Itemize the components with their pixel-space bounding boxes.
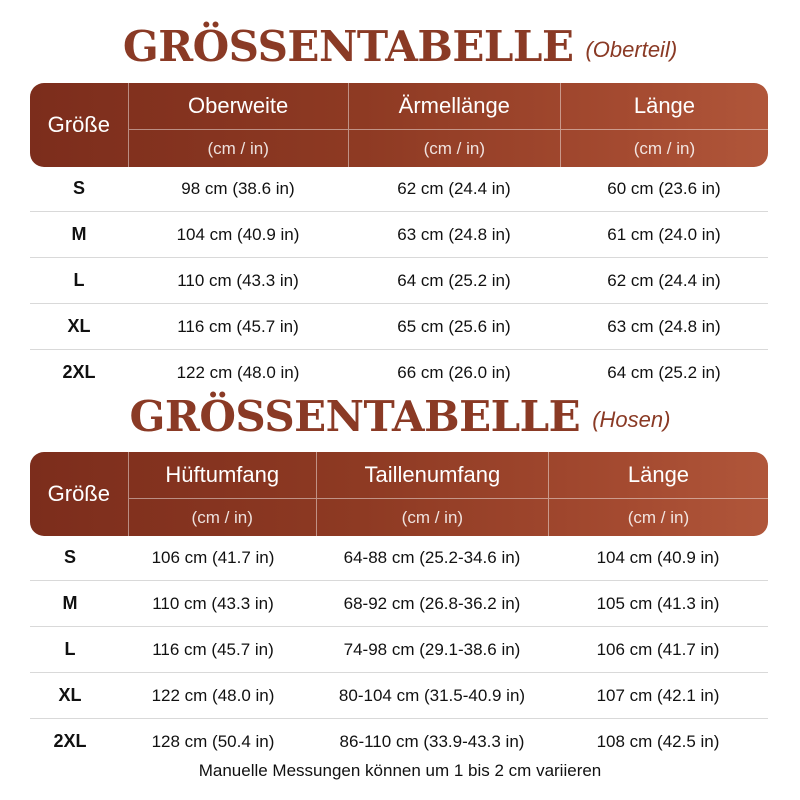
table-cell: 63 cm (24.8 in) [397,224,511,244]
table-cell: 74-98 cm (29.1-38.6 in) [343,639,521,659]
pants-table-header [30,452,768,536]
size-cell: XL [58,685,82,705]
table-cell: 86-110 cm (33.9-43.3 in) [339,731,525,751]
table-cell: 106 cm (41.7 in) [151,547,275,567]
size-column-header: Größe [30,83,129,167]
chart-subtitle-text: (Oberteil) [585,37,678,62]
table-row [30,212,768,258]
size-cell: S [72,178,85,198]
measurement-note: Manuelle Messungen können um 1 bis 2 cm variieren [198,761,602,780]
pants-table-body [30,535,768,764]
table-row [30,535,768,581]
column-header-sleeve [349,83,561,167]
table-cell: 105 cm (41.3 in) [596,593,720,613]
table-cell: 116 cm (45.7 in) [177,316,299,336]
table-cell: 116 cm (45.7 in) [152,639,274,659]
size-cell: 2XL [53,731,87,751]
table-cell: 64-88 cm (25.2-34.6 in) [343,547,521,567]
size-column-header: Größe [30,452,129,536]
table-cell: 80-104 cm (31.5-40.9 in) [338,685,526,705]
top-size-chart-title [0,22,800,71]
column-name: Länge [561,83,768,130]
column-unit: (cm / in) [401,507,464,527]
pants-size-chart-title [0,392,800,441]
table-row [30,350,768,395]
size-cell: S [63,547,76,567]
column-header-chest [129,83,349,167]
column-unit: (cm / in) [627,507,690,527]
table-cell: 108 cm (42.5 in) [596,731,720,751]
table-cell: 62 cm (24.4 in) [397,178,511,198]
table-cell: 65 cm (25.6 in) [397,316,511,336]
size-cell: L [64,639,76,659]
table-row [30,627,768,673]
column-name: Hüftumfang [129,452,316,499]
column-name: Länge [549,452,768,499]
table-cell: 110 cm (43.3 in) [152,593,274,613]
column-unit: (cm / in) [633,138,696,158]
column-unit: (cm / in) [191,507,253,527]
table-cell: 62 cm (24.4 in) [607,270,721,290]
table-cell: 110 cm (43.3 in) [177,270,299,290]
table-cell: 60 cm (23.6 in) [607,178,721,198]
table-cell: 128 cm (50.4 in) [151,731,275,751]
table-cell: 63 cm (24.8 in) [607,316,721,336]
top-table-body [30,166,768,395]
table-cell: 66 cm (26.0 in) [397,362,511,382]
table-row [30,673,768,719]
table-cell: 64 cm (25.2 in) [397,270,511,290]
table-row [30,166,768,212]
column-header-waist [317,452,549,536]
size-cell: XL [67,316,91,336]
column-header-hip [129,452,317,536]
size-cell: L [73,270,85,290]
table-cell: 98 cm (38.6 in) [181,178,295,198]
top-table-header [30,83,768,167]
table-row [30,581,768,627]
table-cell: 64 cm (25.2 in) [607,362,721,382]
chart-title-text: GRÖSSENTABELLE [122,22,574,71]
column-header-length [561,83,768,167]
column-name: Oberweite [129,83,348,130]
column-name: Ärmellänge [349,83,560,130]
table-cell: 68-92 cm (26.8-36.2 in) [343,593,521,613]
size-cell: M [71,224,87,244]
table-row [30,304,768,350]
column-name: Taillenumfang [317,452,548,499]
table-cell: 106 cm (41.7 in) [596,639,720,659]
table-cell: 122 cm (48.0 in) [151,685,275,705]
table-cell: 107 cm (42.1 in) [596,685,720,705]
chart-subtitle-text: (Hosen) [592,407,671,432]
table-cell: 122 cm (48.0 in) [176,362,300,382]
column-unit: (cm / in) [207,138,269,158]
table-row [30,258,768,304]
column-unit: (cm / in) [423,138,485,158]
size-cell: M [62,593,78,613]
table-cell: 104 cm (40.9 in) [596,547,720,567]
table-row [30,719,768,764]
size-cell: 2XL [62,362,96,382]
table-cell: 61 cm (24.0 in) [607,224,721,244]
table-cell: 104 cm (40.9 in) [176,224,300,244]
column-header-length [549,452,768,536]
chart-title-text: GRÖSSENTABELLE [129,392,581,441]
